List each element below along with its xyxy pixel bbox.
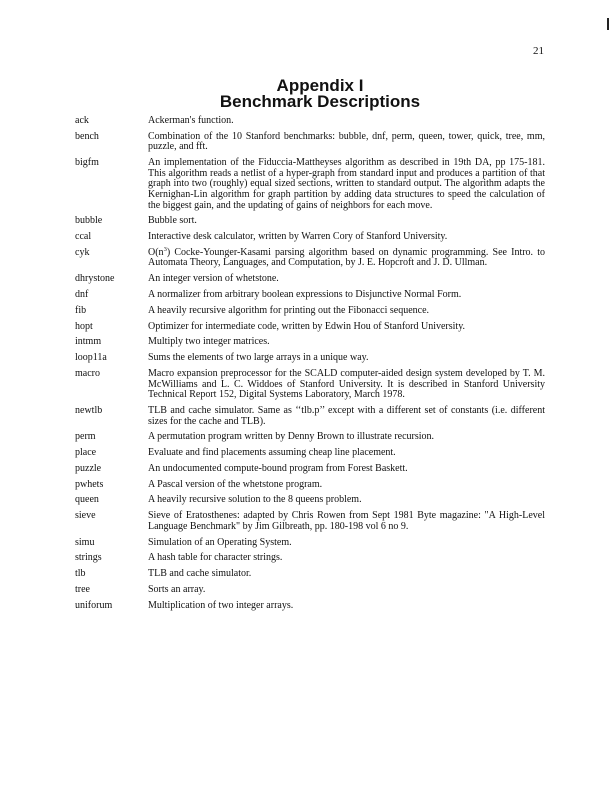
benchmark-name: puzzle xyxy=(75,462,102,474)
benchmark-name: dhrystone xyxy=(75,273,115,285)
description-prefix: O(n xyxy=(148,246,164,258)
benchmark-entry xyxy=(75,290,545,301)
benchmark-description: Optimizer for intermediate code, written by Edwin Hou of Stanford University. xyxy=(148,320,466,332)
benchmark-description: A Pascal version of the whetstone program. xyxy=(148,478,323,490)
benchmark-entry xyxy=(75,495,545,506)
benchmark-description: Sorts an array. xyxy=(148,583,206,595)
benchmark-name: bigfm xyxy=(75,157,99,169)
benchmark-entry xyxy=(75,116,545,127)
benchmark-entry xyxy=(75,337,545,348)
benchmark-entry xyxy=(75,569,545,580)
benchmark-name: dnf xyxy=(75,289,89,301)
benchmark-entry xyxy=(75,480,545,491)
benchmark-entry xyxy=(75,448,545,459)
benchmark-description: Sieve of Eratosthenes: adapted by Chris Rowen from Sept 1981 Byte magazine: "A High-Level Language Benchmark" by Jim Gilbreath, pp. 180-198 vol 6 no 9. xyxy=(148,510,545,532)
benchmark-name: tree xyxy=(75,583,90,595)
benchmark-description: Multiplication of two integer arrays. xyxy=(148,599,294,611)
benchmark-description: A permutation program written by Denny Brown to illustrate recursion. xyxy=(148,431,435,443)
benchmark-name: bench xyxy=(75,130,99,142)
benchmark-name: macro xyxy=(75,367,100,379)
benchmark-entry xyxy=(75,322,545,333)
benchmark-description: A heavily recursive algorithm for printing out the Fibonacci sequence. xyxy=(148,304,430,316)
benchmark-name: hopt xyxy=(75,320,93,332)
benchmark-entry xyxy=(75,369,545,401)
page-edge-mark xyxy=(607,18,609,30)
benchmark-name: queen xyxy=(75,494,99,506)
benchmark-description: Combination of the 10 Stanford benchmarks: bubble, dnf, perm, queen, tower, quick, tree, mm, puzzle, and fft. xyxy=(148,130,545,153)
benchmark-name: fib xyxy=(75,304,87,316)
benchmark-entry xyxy=(75,274,545,285)
benchmark-description: A hash table for character strings. xyxy=(148,552,283,564)
benchmark-name: strings xyxy=(75,552,102,564)
benchmark-entry xyxy=(75,353,545,364)
benchmark-entry xyxy=(75,158,545,211)
benchmark-entry xyxy=(75,538,545,549)
benchmark-entry xyxy=(75,232,545,243)
title-line-1: Appendix I xyxy=(276,76,364,95)
benchmark-entry xyxy=(75,511,545,532)
benchmark-entry xyxy=(75,132,545,153)
benchmark-name: bubble xyxy=(75,215,103,227)
benchmark-description: A heavily recursive solution to the 8 queens problem. xyxy=(148,494,362,506)
benchmark-name: intmm xyxy=(75,336,102,348)
benchmark-description: An integer version of whetstone. xyxy=(148,273,279,285)
benchmark-entry xyxy=(75,306,545,317)
benchmark-name: uniforum xyxy=(75,599,113,611)
benchmark-description: Multiply two integer matrices. xyxy=(148,336,270,348)
superscript: 3 xyxy=(163,245,167,253)
benchmark-description xyxy=(148,245,545,269)
benchmark-description: Ackerman's function. xyxy=(148,115,234,126)
page-number: 21 xyxy=(533,45,544,57)
benchmark-name: loop11a xyxy=(75,352,107,364)
benchmark-entry xyxy=(75,553,545,564)
page-title xyxy=(0,78,612,110)
benchmark-entry xyxy=(75,585,545,596)
benchmark-description: TLB and cache simulator. Same as ‘‘tlb.p’’ except with a different set of constants (i.e. different sizes for the cache and TLB). xyxy=(148,404,545,427)
benchmark-name: place xyxy=(75,447,97,459)
benchmark-description: Simulation of an Operating System. xyxy=(148,536,292,548)
benchmark-entry xyxy=(75,406,545,427)
benchmark-name: tlb xyxy=(75,568,86,580)
benchmark-description: Macro expansion preprocessor for the SCALD computer-aided design system developed by T. M. McWilliams and L. C. Widdoes of Stanford University. It is described in Stanford University Technical Report 152, Digital Systems Laboratory, March 1978. xyxy=(148,367,545,401)
description-text: ) Cocke-Younger-Kasami parsing algorithm based on dynamic programming. See Intro. to Automata Theory, Languages, and Computation, by J. E. Hopcroft and J. D. Ullman. xyxy=(148,246,545,269)
benchmark-entry xyxy=(75,245,545,269)
benchmark-description: Evaluate and find placements assuming cheap line placement. xyxy=(148,447,396,459)
benchmark-description: An undocumented compute-bound program from Forest Baskett. xyxy=(148,462,408,474)
benchmark-name: cyk xyxy=(75,246,90,258)
benchmark-entry xyxy=(75,432,545,443)
benchmark-description: An implementation of the Fiduccia-Mattheyses algorithm as described in 19th DA, pp 175-181. This algorithm reads a netlist of a hyper-graph from standard input and produces a partition of that graph into two (roughly) equal sized sections, written to standard output. The algorithm adapts the Kernighan-Lin algorithm for graph partition by adding data structures to speed the calculation of the biggest gain, and the updating of gains of neighbors for each move. xyxy=(148,157,545,211)
benchmark-name: newtlb xyxy=(75,404,103,416)
benchmark-name: perm xyxy=(75,431,96,443)
benchmark-list xyxy=(75,116,545,616)
benchmark-name: pwhets xyxy=(75,478,104,490)
benchmark-entry xyxy=(75,601,545,612)
benchmark-name: ack xyxy=(75,115,89,126)
title-line-2: Benchmark Descriptions xyxy=(219,92,421,111)
benchmark-description: Sums the elements of two large arrays in a unique way. xyxy=(148,352,369,364)
benchmark-name: ccal xyxy=(75,231,92,243)
benchmark-description: A normalizer from arbitrary boolean expressions to Disjunctive Normal Form. xyxy=(148,289,462,301)
benchmark-entry xyxy=(75,216,545,227)
benchmark-name: sieve xyxy=(75,510,96,522)
benchmark-entry xyxy=(75,464,545,475)
benchmark-name: simu xyxy=(75,536,95,548)
benchmark-description: Bubble sort. xyxy=(148,215,197,227)
benchmark-description: Interactive desk calculator, written by Warren Cory of Stanford University. xyxy=(148,231,448,243)
benchmark-description: TLB and cache simulator. xyxy=(148,568,252,580)
